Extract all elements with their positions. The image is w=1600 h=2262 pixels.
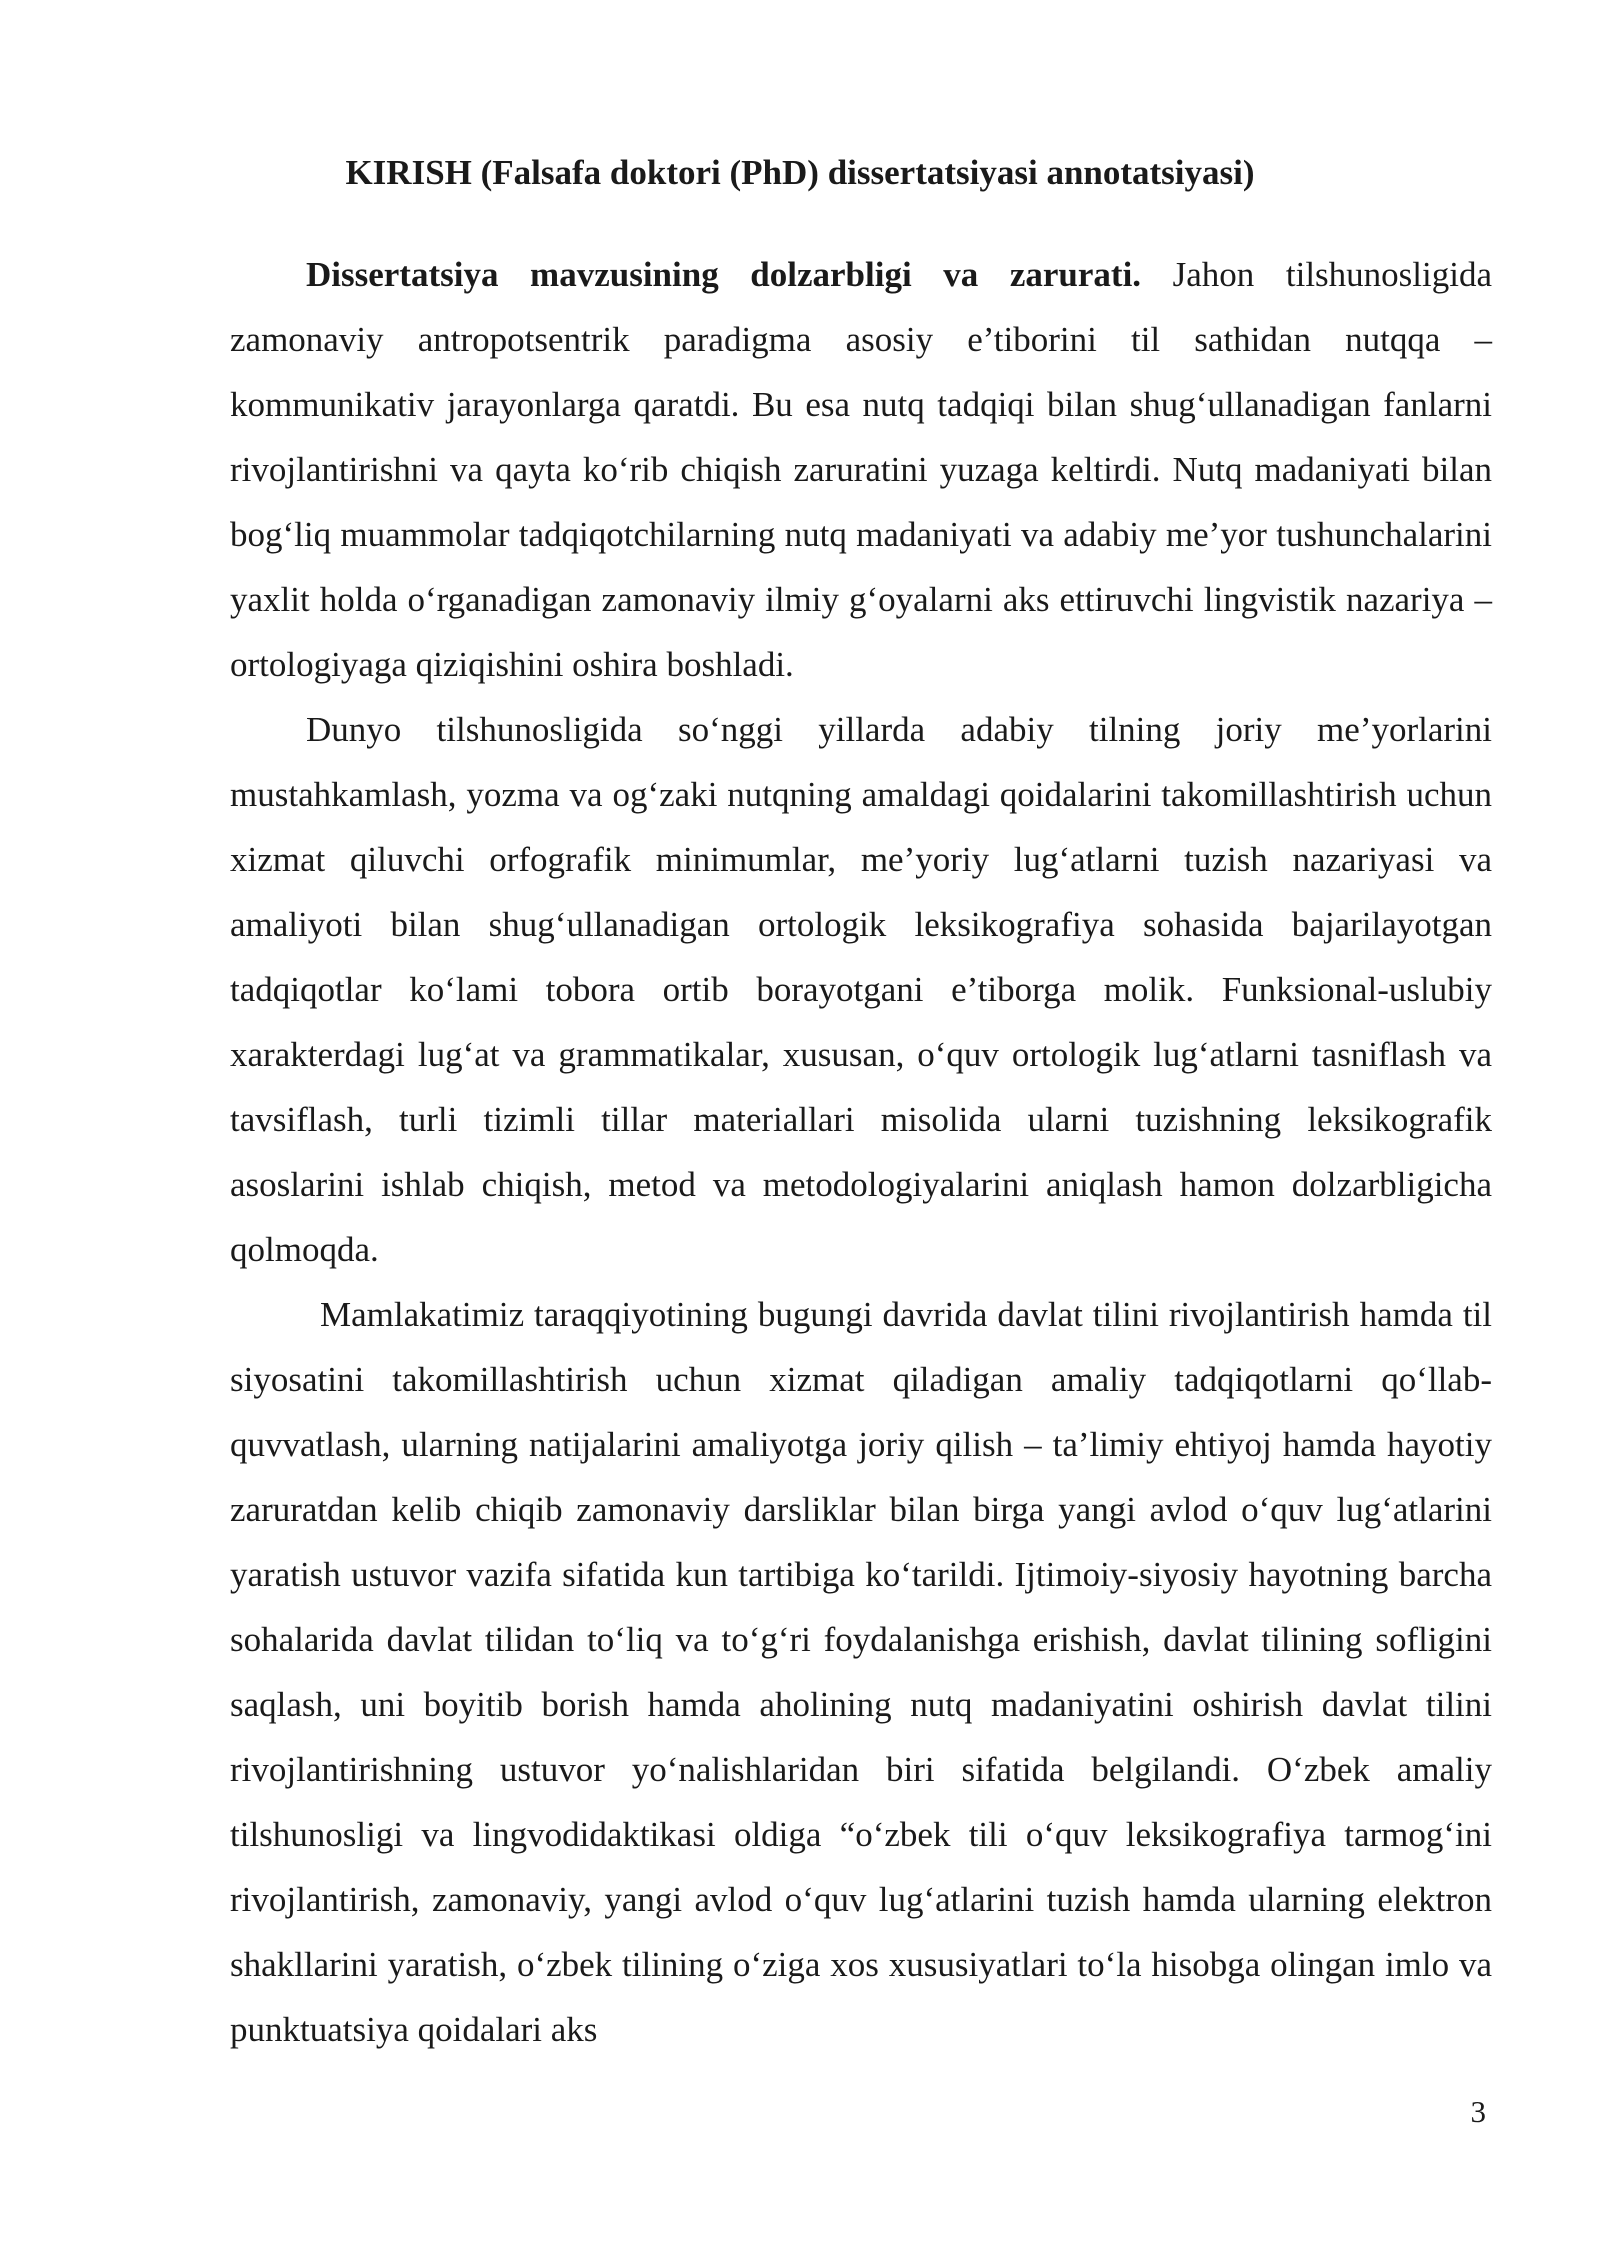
page-title: KIRISH (Falsafa doktori (PhD) dissertatsiyasi annotatsiyasi) <box>345 153 1255 192</box>
body-text <box>230 242 1492 2062</box>
page-number: 3 <box>1470 2094 1486 2129</box>
paragraph-text: Jahon tilshunosligida zamonaviy antropotsentrik paradigma asosiy e’tiborini til sathidan nutqqa – kommunikativ jarayonlarga qaratdi. Bu esa nutq tadqiqi bilan shug‘ullanadigan fanlarni rivojlantirishni va qayta ko‘rib chiqish zaruratini yuzaga keltirdi. Nutq madaniyati bilan bog‘liq muammolar tadqiqotchilarning nutq madaniyati va adabiy me’yor tushunchalarini yaxlit holda o‘rganadigan zamonaviy ilmiy g‘oyalarni aks ettiruvchi lingvistik nazariya – ortologiyaga qiziqishini oshira boshladi. <box>230 255 1493 684</box>
paragraph-national-development <box>230 1282 1492 2062</box>
paragraph-text: Mamlakatimiz taraqqiyotining bugungi davrida davlat tilini rivojlantirish hamda til siyosatini takomillashtirish uchun xizmat qiladigan amaliy tadqiqotlarni qo‘llab-quvvatlash, ularning natijalarini amaliyotga joriy qilish – ta’limiy ehtiyoj hamda hayotiy zaruratdan kelib chiqib zamonaviy darsliklar bilan birga yangi avlod o‘quv lug‘atlarini yaratish ustuvor vazifa sifatida kun tartibiga ko‘tarildi. Ijtimoiy-siyosiy hayotning barcha sohalarida davlat tilidan to‘liq va to‘g‘ri foydalanishga erishish, davlat tilining sofligini saqlash, uni boyitib borish hamda aholining nutq madaniyatini oshirish davlat tilini rivojlantirishning ustuvor yo‘nalishlaridan biri sifatida belgilandi. O‘zbek amaliy tilshunosligi va lingvodidaktikasi oldiga “o‘zbek tili o‘quv leksikografiya tarmog‘ini rivojlantirish, zamonaviy, yangi avlod o‘quv lug‘atlarini tuzish hamda ularning elektron shakllarini yaratish, o‘zbek tilining o‘ziga xos xususiyatlari to‘la hisobga olingan imlo va punktuatsiya qoidalari aks <box>230 1295 1492 2049</box>
paragraph-lead-heading: Dissertatsiya mavzusining dolzarbligi va zarurati. <box>306 255 1142 294</box>
paragraph-relevance <box>230 242 1492 697</box>
paragraph-world-linguistics <box>230 697 1492 1282</box>
paragraph-text: Dunyo tilshunosligida so‘nggi yillarda adabiy tilning joriy me’yorlarini mustahkamlash, yozma va og‘zaki nutqning amaldagi qoidalarini takomillashtirish uchun xizmat qiluvchi orfografik minimumlar, me’yoriy lug‘atlarni tuzish nazariyasi va amaliyoti bilan shug‘ullanadigan ortologik leksikografiya sohasida bajarilayotgan tadqiqotlar ko‘lami tobora ortib borayotgani e’tiborga molik. Funksional-uslubiy xarakterdagi lug‘at va grammatikalar, xususan, o‘quv ortologik lug‘atlarni tasniflash va tavsiflash, turli tizimli tillar materiallari misolida ularni tuzishning leksikografik asoslarini ishlab chiqish, metod va metodologiyalarini aniqlash hamon dolzarbligicha qolmoqda. <box>230 710 1492 1269</box>
